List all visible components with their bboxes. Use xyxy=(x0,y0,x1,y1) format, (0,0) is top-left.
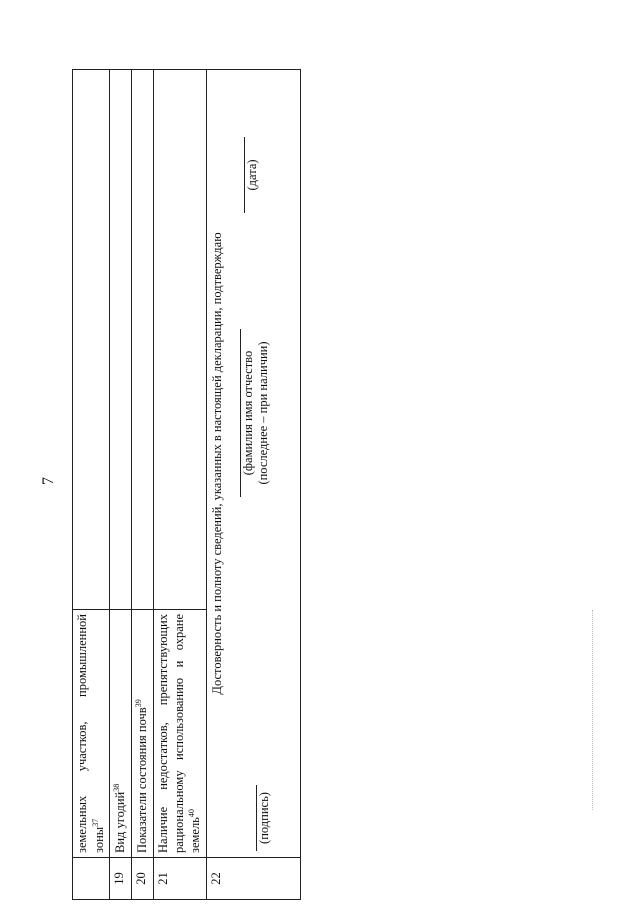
row-number-cell: 22 xyxy=(207,858,301,900)
row-label-cell xyxy=(153,610,206,858)
row-label-cell: Вид угодий$^{38}$ xyxy=(110,610,132,858)
signature-block xyxy=(234,74,298,853)
declaration-table-wrapper xyxy=(72,70,276,900)
table-row xyxy=(153,70,206,900)
name-caption-line1: (фамилия имя отчество xyxy=(240,350,255,476)
declaration-table xyxy=(72,69,301,900)
table-row xyxy=(207,70,301,900)
row-label-line: земель$^{40}$ xyxy=(187,809,203,853)
footnote-ref: 40 xyxy=(187,809,197,818)
row-value-cell xyxy=(132,70,154,610)
row-label-line: Наличие недостатков, препятствующих xyxy=(155,614,170,853)
table-row xyxy=(132,70,154,900)
row-number-cell: 20 xyxy=(132,858,154,900)
attestation-text: Достоверность и полноту сведений, указанных в настоящей декларации, подтверждаю xyxy=(210,232,224,695)
row-label-line: земельных участков, промышленной xyxy=(75,614,89,853)
row-value-cell xyxy=(73,70,110,610)
row-label-cell: Показатели состояния почв$^{39}$ xyxy=(132,610,154,858)
table-row xyxy=(73,70,110,900)
signature-field xyxy=(256,785,273,851)
row-number-cell xyxy=(73,858,110,900)
row-value-cell xyxy=(153,70,206,610)
footnote-ref: 39 xyxy=(134,699,144,708)
name-field xyxy=(240,329,272,497)
row-label-cell xyxy=(73,610,110,858)
row-value-cell xyxy=(110,70,132,610)
page-number: 7 xyxy=(40,477,57,485)
footnote-ref: 37 xyxy=(90,818,100,827)
row-label-line: зоны$^{37}$ xyxy=(90,818,106,853)
row-label-line: рациональному использованию и охране xyxy=(171,614,186,853)
scan-artifact xyxy=(592,610,594,810)
table-row xyxy=(110,70,132,900)
row-number-cell: 21 xyxy=(153,858,206,900)
date-caption: (дата) xyxy=(244,159,259,191)
date-field xyxy=(244,137,261,213)
row-number-cell: 19 xyxy=(110,858,132,900)
footnote-ref: 38 xyxy=(112,783,122,792)
rotated-table-container xyxy=(72,70,276,900)
signature-caption: (подпись) xyxy=(256,792,271,844)
attestation-cell xyxy=(207,70,301,858)
name-caption-line2: (последнее – при наличии) xyxy=(256,341,271,485)
